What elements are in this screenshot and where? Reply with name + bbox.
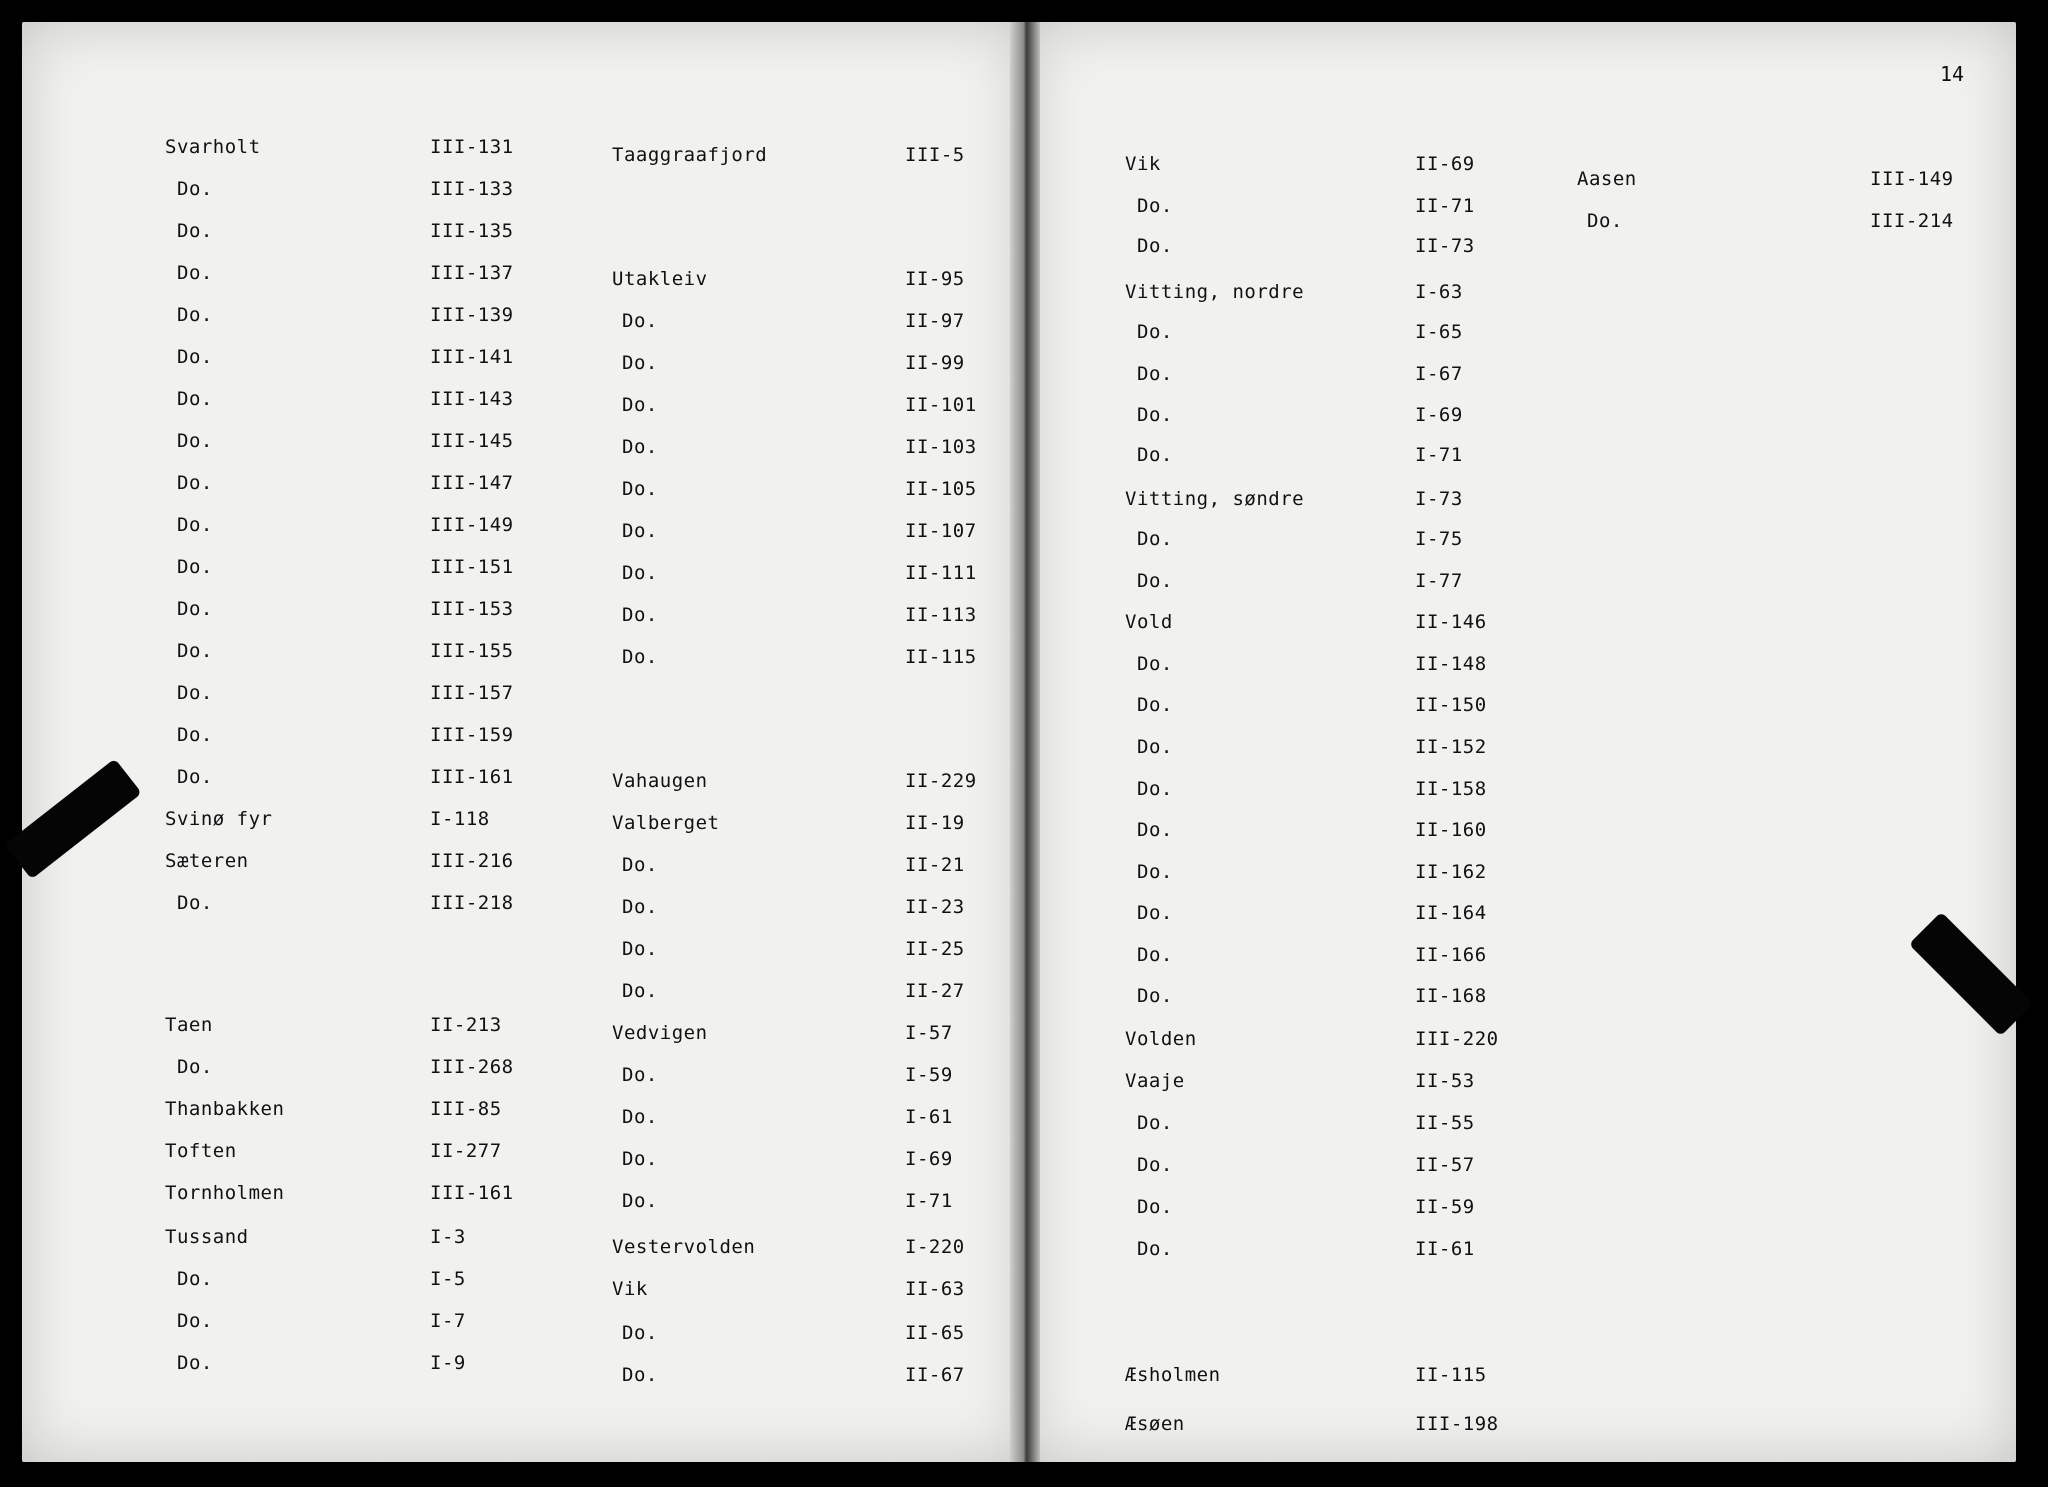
volume-page-reference: II-101 (905, 394, 977, 416)
place-name: Tornholmen (165, 1182, 285, 1204)
place-name: Aasen (1577, 168, 1637, 190)
volume-page-reference: I-75 (1415, 528, 1463, 550)
place-name: Do. (622, 562, 658, 584)
volume-page-reference: III-268 (430, 1056, 514, 1078)
volume-page-reference: II-21 (905, 854, 965, 876)
volume-page-reference: I-71 (905, 1190, 953, 1212)
volume-page-reference: II-152 (1415, 736, 1487, 758)
place-name: Do. (1137, 653, 1173, 675)
volume-page-reference: I-65 (1415, 321, 1463, 343)
volume-page-reference: II-67 (905, 1364, 965, 1386)
place-name: Volden (1125, 1028, 1197, 1050)
place-name: Do. (1137, 404, 1173, 426)
place-name: Do. (177, 1310, 213, 1332)
volume-page-reference: II-65 (905, 1322, 965, 1344)
place-name: Do. (622, 1322, 658, 1344)
volume-page-reference: I-118 (430, 808, 490, 830)
right-page (1030, 22, 2016, 1462)
place-name: Do. (177, 598, 213, 620)
volume-page-reference: II-95 (905, 268, 965, 290)
place-name: Do. (622, 520, 658, 542)
volume-page-reference: III-85 (430, 1098, 502, 1120)
volume-page-reference: III-145 (430, 430, 514, 452)
place-name: Valberget (612, 812, 720, 834)
place-name: Do. (622, 604, 658, 626)
volume-page-reference: I-61 (905, 1106, 953, 1128)
page-number: 14 (1940, 62, 1965, 86)
place-name: Æsøen (1125, 1413, 1185, 1435)
place-name: Vitting, søndre (1125, 488, 1305, 510)
place-name: Do. (177, 262, 213, 284)
volume-page-reference: II-73 (1415, 235, 1475, 257)
place-name: Do. (622, 310, 658, 332)
volume-page-reference: III-216 (430, 850, 514, 872)
place-name: Utakleiv (612, 268, 708, 290)
volume-page-reference: II-160 (1415, 819, 1487, 841)
volume-page-reference: III-151 (430, 556, 514, 578)
place-name: Do. (1137, 321, 1173, 343)
place-name: Do. (177, 682, 213, 704)
place-name: Do. (177, 472, 213, 494)
volume-page-reference: II-59 (1415, 1196, 1475, 1218)
volume-page-reference: III-220 (1415, 1028, 1499, 1050)
volume-page-reference: II-158 (1415, 778, 1487, 800)
place-name: Thanbakken (165, 1098, 285, 1120)
volume-page-reference: I-220 (905, 1236, 965, 1258)
place-name: Do. (1137, 736, 1173, 758)
volume-page-reference: II-99 (905, 352, 965, 374)
volume-page-reference: III-153 (430, 598, 514, 620)
volume-page-reference: II-115 (905, 646, 977, 668)
place-name: Svinø fyr (165, 808, 273, 830)
volume-page-reference: I-69 (905, 1148, 953, 1170)
volume-page-reference: III-131 (430, 136, 514, 158)
place-name: Toften (165, 1140, 237, 1162)
volume-page-reference: III-5 (905, 144, 965, 166)
volume-page-reference: II-63 (905, 1278, 965, 1300)
volume-page-reference: II-27 (905, 980, 965, 1002)
volume-page-reference: III-137 (430, 262, 514, 284)
place-name: Do. (1587, 210, 1623, 232)
place-name: Do. (622, 1064, 658, 1086)
volume-page-reference: I-3 (430, 1226, 466, 1248)
volume-page-reference: III-161 (430, 766, 514, 788)
volume-page-reference: II-107 (905, 520, 977, 542)
volume-page-reference: III-157 (430, 682, 514, 704)
volume-page-reference: III-149 (1870, 168, 1954, 190)
volume-page-reference: II-148 (1415, 653, 1487, 675)
place-name: Do. (177, 304, 213, 326)
volume-page-reference: II-57 (1415, 1154, 1475, 1176)
place-name: Do. (1137, 778, 1173, 800)
volume-page-reference: III-218 (430, 892, 514, 914)
place-name: Do. (177, 556, 213, 578)
volume-page-reference: I-71 (1415, 444, 1463, 466)
place-name: Do. (1137, 861, 1173, 883)
volume-page-reference: II-166 (1415, 944, 1487, 966)
volume-page-reference: III-147 (430, 472, 514, 494)
place-name: Vedvigen (612, 1022, 708, 1044)
volume-page-reference: III-159 (430, 724, 514, 746)
place-name: Do. (177, 388, 213, 410)
place-name: Do. (1137, 363, 1173, 385)
place-name: Taen (165, 1014, 213, 1036)
place-name: Do. (177, 724, 213, 746)
volume-page-reference: III-149 (430, 514, 514, 536)
place-name: Do. (177, 1352, 213, 1374)
volume-page-reference: II-105 (905, 478, 977, 500)
place-name: Do. (1137, 1154, 1173, 1176)
volume-page-reference: II-150 (1415, 694, 1487, 716)
volume-page-reference: II-71 (1415, 195, 1475, 217)
place-name: Do. (177, 766, 213, 788)
place-name: Do. (622, 854, 658, 876)
place-name: Do. (177, 640, 213, 662)
place-name: Do. (1137, 570, 1173, 592)
place-name: Taaggraafjord (612, 144, 768, 166)
volume-page-reference: II-25 (905, 938, 965, 960)
volume-page-reference: I-59 (905, 1064, 953, 1086)
place-name: Vik (1125, 153, 1161, 175)
place-name: Do. (1137, 1112, 1173, 1134)
place-name: Do. (1137, 985, 1173, 1007)
volume-page-reference: III-139 (430, 304, 514, 326)
volume-page-reference: II-168 (1415, 985, 1487, 1007)
volume-page-reference: I-67 (1415, 363, 1463, 385)
volume-page-reference: II-146 (1415, 611, 1487, 633)
volume-page-reference: I-69 (1415, 404, 1463, 426)
place-name: Do. (622, 436, 658, 458)
volume-page-reference: II-164 (1415, 902, 1487, 924)
place-name: Svarholt (165, 136, 261, 158)
volume-page-reference: II-113 (905, 604, 977, 626)
place-name: Vaaje (1125, 1070, 1185, 1092)
volume-page-reference: III-143 (430, 388, 514, 410)
volume-page-reference: III-198 (1415, 1413, 1499, 1435)
place-name: Do. (622, 980, 658, 1002)
volume-page-reference: II-115 (1415, 1364, 1487, 1386)
place-name: Vahaugen (612, 770, 708, 792)
volume-page-reference: I-73 (1415, 488, 1463, 510)
volume-page-reference: I-5 (430, 1268, 466, 1290)
place-name: Do. (177, 220, 213, 242)
book-gutter (1010, 22, 1040, 1462)
place-name: Do. (622, 1148, 658, 1170)
volume-page-reference: II-61 (1415, 1238, 1475, 1260)
place-name: Vold (1125, 611, 1173, 633)
volume-page-reference: III-161 (430, 1182, 514, 1204)
place-name: Vitting, nordre (1125, 281, 1305, 303)
place-name: Do. (622, 896, 658, 918)
place-name: Do. (1137, 819, 1173, 841)
place-name: Vik (612, 1278, 648, 1300)
place-name: Do. (1137, 1238, 1173, 1260)
volume-page-reference: II-69 (1415, 153, 1475, 175)
place-name: Do. (622, 1364, 658, 1386)
place-name: Do. (177, 892, 213, 914)
volume-page-reference: II-53 (1415, 1070, 1475, 1092)
place-name: Do. (622, 1106, 658, 1128)
place-name: Do. (177, 430, 213, 452)
place-name: Do. (177, 346, 213, 368)
place-name: Do. (1137, 694, 1173, 716)
volume-page-reference: II-97 (905, 310, 965, 332)
place-name: Do. (1137, 444, 1173, 466)
volume-page-reference: II-19 (905, 812, 965, 834)
volume-page-reference: II-103 (905, 436, 977, 458)
volume-page-reference: II-229 (905, 770, 977, 792)
volume-page-reference: II-213 (430, 1014, 502, 1036)
place-name: Do. (177, 1056, 213, 1078)
place-name: Do. (1137, 944, 1173, 966)
volume-page-reference: III-155 (430, 640, 514, 662)
place-name: Æsholmen (1125, 1364, 1221, 1386)
volume-page-reference: II-23 (905, 896, 965, 918)
volume-page-reference: II-162 (1415, 861, 1487, 883)
place-name: Tussand (165, 1226, 249, 1248)
volume-page-reference: II-277 (430, 1140, 502, 1162)
place-name: Do. (622, 352, 658, 374)
place-name: Do. (622, 938, 658, 960)
volume-page-reference: II-111 (905, 562, 977, 584)
place-name: Do. (177, 514, 213, 536)
volume-page-reference: II-55 (1415, 1112, 1475, 1134)
place-name: Do. (1137, 528, 1173, 550)
volume-page-reference: III-214 (1870, 210, 1954, 232)
volume-page-reference: I-9 (430, 1352, 466, 1374)
volume-page-reference: I-7 (430, 1310, 466, 1332)
volume-page-reference: I-63 (1415, 281, 1463, 303)
volume-page-reference: I-77 (1415, 570, 1463, 592)
volume-page-reference: III-135 (430, 220, 514, 242)
place-name: Do. (1137, 1196, 1173, 1218)
place-name: Do. (177, 1268, 213, 1290)
place-name: Vestervolden (612, 1236, 756, 1258)
place-name: Do. (622, 1190, 658, 1212)
place-name: Do. (1137, 235, 1173, 257)
place-name: Do. (622, 478, 658, 500)
place-name: Do. (1137, 195, 1173, 217)
place-name: Do. (1137, 902, 1173, 924)
place-name: Do. (622, 646, 658, 668)
place-name: Sæteren (165, 850, 249, 872)
volume-page-reference: III-141 (430, 346, 514, 368)
place-name: Do. (622, 394, 658, 416)
place-name: Do. (177, 178, 213, 200)
volume-page-reference: I-57 (905, 1022, 953, 1044)
volume-page-reference: III-133 (430, 178, 514, 200)
